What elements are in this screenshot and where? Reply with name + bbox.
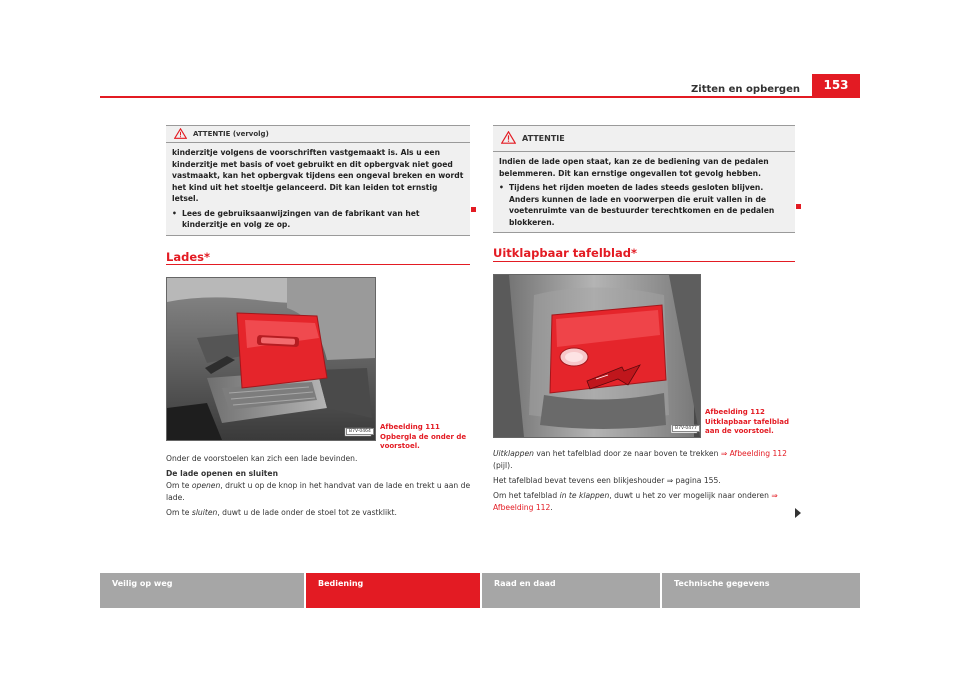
text-run: , duwt u de lade onder de stoel tot ze vastklikt. — [217, 508, 397, 517]
warning-bullet — [499, 182, 789, 228]
header-rule — [100, 96, 860, 98]
text-run: . — [718, 476, 721, 485]
tafel-cupholder-note — [493, 475, 795, 487]
warning-paragraph: Indien de lade open staat, kan ze de bediening van de pedalen belemmeren. Dit kan ernstige ongevallen tot gevolg hebben. — [499, 157, 769, 178]
footer-tab-technische-gegevens[interactable]: Technische gegevens — [662, 573, 860, 608]
table-illustration — [494, 275, 700, 437]
warning-box — [493, 125, 795, 233]
figure-drawer-photo — [166, 277, 376, 441]
footer-tab-bediening[interactable]: Bediening — [306, 573, 480, 608]
lades-close-instruction — [166, 507, 472, 519]
warning-header — [166, 126, 470, 143]
warning-body — [166, 143, 470, 235]
chapter-title: Zitten en opbergen — [691, 84, 800, 95]
figure-caption: Afbeelding 112 Uitklapbaar tafelblad aan de voorstoel. — [705, 408, 789, 435]
drawer-illustration — [167, 278, 375, 440]
section-end-marker-icon — [796, 204, 801, 209]
emphasis: in te klappen — [559, 491, 610, 500]
page-number: 153 — [823, 78, 849, 92]
text-run: Het tafelblad bevat tevens een blikjeshouder — [493, 476, 667, 485]
lades-body-text — [166, 453, 472, 522]
warning-box-continued — [166, 125, 470, 236]
text-run: van het tafelblad door ze naar boven te trekken — [533, 449, 721, 458]
warning-bullet-text: Tijdens het rijden moeten de lades steeds gesloten blijven. Anders kunnen de lade en voorwerpen die eruit vallen in de voetenruimte van de bestuurder terechtkomen en de pedalen blokkeren. — [509, 183, 775, 227]
warning-heading: ATTENTIE (vervolg) — [193, 130, 269, 138]
warning-body — [493, 152, 795, 232]
footer-tab-raad-en-daad[interactable]: Raad en daad — [482, 573, 660, 608]
bullet-dot: • — [172, 208, 177, 218]
section-title-lades: Lades* — [166, 250, 210, 264]
tafel-unfold-instruction — [493, 448, 795, 472]
figure-link[interactable]: ⇒ Afbeelding 112 — [720, 449, 787, 458]
text-run: Om het tafelblad — [493, 491, 560, 500]
warning-heading: ATTENTIE — [522, 134, 565, 143]
text-run: Om te — [166, 481, 192, 490]
emphasis: openen — [191, 481, 221, 490]
lades-subheading: De lade openen en sluiten — [166, 469, 278, 478]
page-link[interactable]: ⇒ pagina 155 — [666, 476, 719, 485]
emphasis: Uitklappen — [493, 449, 534, 458]
lades-intro: Onder de voorstoelen kan zich een lade bevinden. — [166, 454, 358, 463]
section-title-tafelblad: Uitklapbaar tafelblad* — [493, 246, 637, 260]
next-page-arrow-icon[interactable] — [795, 508, 801, 518]
tafel-fold-instruction — [493, 490, 795, 514]
lades-open-instruction — [166, 480, 472, 504]
warning-paragraph: kinderzitje volgens de voorschriften vastgemaakt is. Als u een kinderzitje met basis of voet gebruikt en dit opbergvak niet goed vastmaakt, kan het opbergvak tijdens een ongeval breken en wordt het kind uit het stoeltje gelanceerd. Dit kan leiden tot ernstig letsel. — [172, 148, 464, 203]
bullet-dot: • — [499, 183, 504, 192]
warning-bullet-text: Lees de gebruiksaanwijzingen van de fabrikant van het kinderzitje en volg ze op. — [182, 208, 420, 229]
footer-tab-veilig-op-weg[interactable]: Veilig op weg — [100, 573, 304, 608]
figure-table-photo — [493, 274, 701, 438]
section-rule — [493, 261, 795, 262]
warning-bullet — [172, 208, 464, 231]
figure-code: B7V-0464 — [346, 428, 374, 435]
text-run: . — [550, 503, 553, 512]
text-run: , duwt u het zo ver mogelijk naar onderen — [609, 491, 772, 500]
warning-header — [493, 126, 795, 152]
figure-link[interactable]: ⇒ Afbeelding 112 — [493, 491, 778, 512]
figure-code: B7V-0477 — [672, 425, 700, 432]
emphasis: sluiten — [191, 508, 218, 517]
text-run: Om te — [166, 508, 192, 517]
section-end-marker-icon — [471, 207, 476, 212]
text-run: , drukt u op de knop in het handvat van de lade en trekt u aan de lade. — [166, 481, 471, 502]
warning-triangle-icon — [174, 128, 187, 141]
warning-triangle-icon — [501, 131, 516, 146]
figure-caption: Afbeelding 111 Opbergla de onder de voorstoel. — [380, 423, 467, 450]
text-run: (pijl). — [493, 461, 513, 470]
tafel-body-text — [493, 448, 795, 517]
section-rule — [166, 264, 470, 265]
